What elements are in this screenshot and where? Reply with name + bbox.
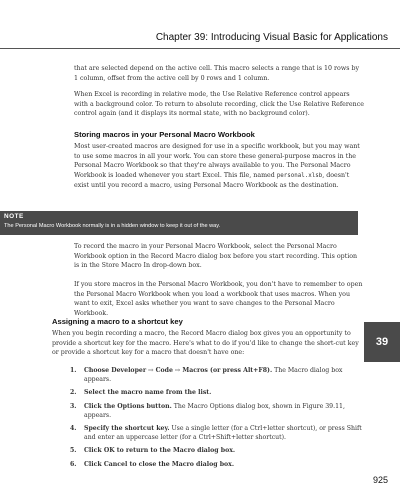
list-item	[70, 460, 370, 469]
note-label: NOTE	[4, 213, 24, 220]
step-number: 3.	[70, 402, 77, 410]
note-text: The Personal Macro Workbook normally is in a hidden window to keep it out of the way.	[4, 223, 221, 229]
personal-file-name: personal.xlsb	[276, 172, 323, 179]
section-heading-shortcut: Assigning a macro to a shortcut key	[52, 317, 183, 326]
after-note-paragraph-1: To record the macro in your Personal Macro Workbook, select the Personal Macro Workbook option in the Record Macro dialog box before you start recording. This option is in the Store Macro In drop-down box.	[74, 243, 358, 270]
step-detail: The Macro dialog box appears.	[84, 367, 343, 384]
list-item	[70, 402, 370, 420]
step-instruction: Specify the shortcut key.	[84, 425, 170, 433]
step-number: 6.	[70, 460, 77, 468]
intro-paragraph-2: When Excel is recording in relative mode, the Use Relative Reference control appears with a background color. To return to absolute recording, click the Use Relative Reference control again (and it displays its normal state, with no background color).	[74, 91, 364, 118]
list-item	[70, 366, 370, 384]
step-number: 1.	[70, 367, 77, 374]
list-item	[70, 424, 370, 442]
step-instruction: Choose Developer ⇨ Code ⇨ Macros (or press Alt+F8).	[84, 367, 273, 374]
step-instruction: Select the macro name from the list.	[84, 389, 212, 397]
personal-paragraph-part-a: Most user-created macros are designed for use in a specific workbook, but you may want to use some macros in all your work. You can store these general-purpose macros in the Personal Macro Workbook so that they're always available to you. The Personal Macro Workbook is loaded whenever you start Excel. This file, named	[74, 143, 360, 179]
step-number: 2.	[70, 389, 77, 397]
section-heading-personal: Storing macros in your Personal Macro Workbook	[74, 130, 255, 139]
step-detail: The Macro Options dialog box, shown in Figure 39.11, appears.	[84, 402, 345, 419]
note-box	[0, 211, 358, 235]
list-item	[70, 388, 370, 397]
step-instruction: Click Cancel to close the Macro dialog box.	[84, 460, 234, 468]
chapter-tab: 39	[364, 322, 400, 362]
list-item	[70, 446, 370, 455]
step-number: 5.	[70, 447, 77, 455]
step-instruction: Click OK to return to the Macro dialog box.	[84, 447, 236, 455]
step-instruction: Click the Options button.	[84, 402, 172, 410]
shortcut-paragraph: When you begin recording a macro, the Record Macro dialog box gives you an opportunity to provide a shortcut key for the macro. Here's what to do if you'd like to change the short-cut key or provide a shortcut key for a macro that doesn't have one:	[52, 330, 359, 357]
header-rule	[0, 48, 400, 49]
intro-paragraph-1: that are selected depend on the active cell. This macro selects a range that is 10 rows by 1 column, offset from the active cell by 0 rows and 1 column.	[74, 65, 360, 82]
chapter-header: Chapter 39: Introducing Visual Basic for Applications	[155, 32, 388, 43]
personal-paragraph-part-b: , doesn't exist until you record a macro, using Personal Macro Workbook as the destination.	[74, 171, 350, 190]
steps-list	[70, 366, 370, 473]
after-note-paragraph-2: If you store macros in the Personal Macro Workbook, you don't have to remember to open the Personal Macro Workbook when you load a workbook that uses macros. When you want to exit, Excel asks whether you want to save changes to the Personal Macro Workbook.	[74, 281, 363, 317]
personal-paragraph	[74, 142, 364, 191]
step-number: 4.	[70, 425, 77, 433]
page-number: 925	[372, 475, 388, 485]
step-detail: Use a single letter (for a Ctrl+letter shortcut), or press Shift and enter an uppercase letter (for a Ctrl+Shift+letter shortcut).	[84, 425, 362, 442]
